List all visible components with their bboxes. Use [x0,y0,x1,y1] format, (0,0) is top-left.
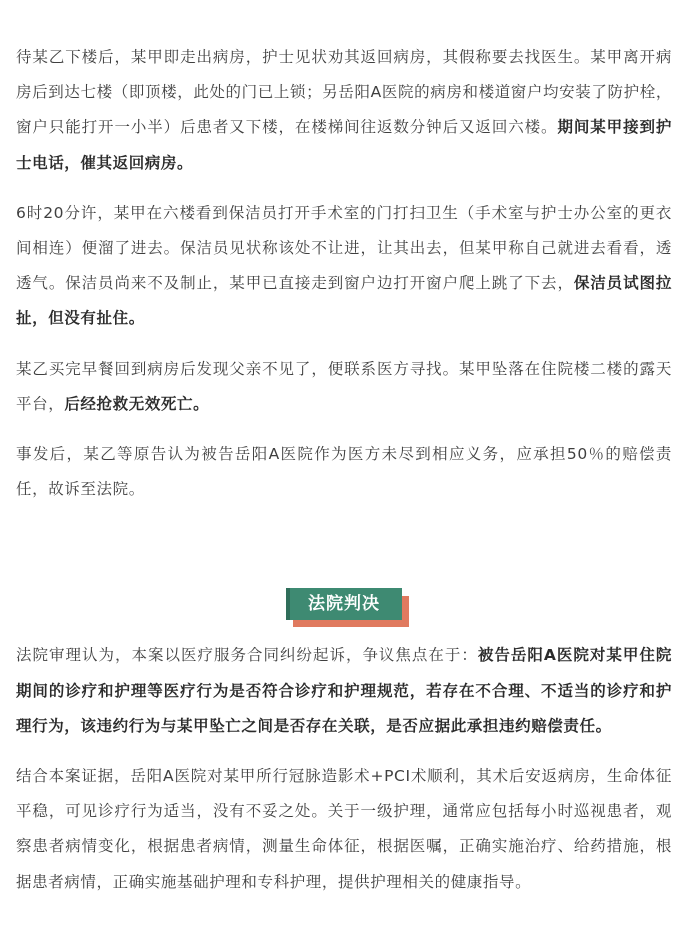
paragraph-2-text: 6时20分许，某甲在六楼看到保洁员打开手术室的门打扫卫生（手术室与护士办公室的更衣间相连）便溜了进去。保洁员见状称该处不让进，让其出去，但某甲称自己就进去看看，透透气。保洁员尚来不及制止，某甲已直接走到窗户边打开窗户爬上跳了下去， [16,203,672,293]
paragraph-5 [16,638,672,744]
paragraph-3 [16,352,672,422]
paragraph-1-bold: 期间某甲接到护士电话，催其返回病房。 [16,118,672,172]
section-badge-label [286,588,402,620]
paragraph-6-text: 结合本案证据，岳阳A医院对某甲所行冠脉造影术+PCI术顺利，其术后安返病房，生命体征平稳，可见诊疗行为适当，没有不妥之处。关于一级护理，通常应包括每小时巡视患者，观察患者病情变化，根据患者病情，测量生命体征，根据医嘱，正确实施治疗、给药措施，根据患者病情，正确实施基础护理和专科护理，提供护理相关的健康指导。 [16,767,672,891]
paragraph-4 [16,437,672,507]
paragraph-6 [16,759,672,900]
paragraph-3-text: 某乙买完早餐回到病房后发现父亲不见了，便联系医方寻找。某甲坠落在住院楼二楼的露天平台， [16,359,672,413]
section-badge [286,588,412,628]
section-badge-accent [286,588,290,620]
paragraph-4-text: 事发后，某乙等原告认为被告岳阳A医院作为医方未尽到相应义务，应承担50％的赔偿责任，故诉至法院。 [16,445,672,499]
paragraph-1 [16,40,672,181]
section-header [16,588,672,636]
section-title: 法院判决 [308,594,380,615]
paragraph-3-bold: 后经抢救无效死亡。 [64,394,210,413]
paragraph-5-text: 法院审理认为，本案以医疗服务合同纠纷起诉，争议焦点在于： [16,646,478,665]
paragraph-1-text: 待某乙下楼后，某甲即走出病房，护士见状劝其返回病房，其假称要去找医生。某甲离开病房后到达七楼（即顶楼，此处的门已上锁；另岳阳A医院的病房和楼道窗户均安装了防护栓，窗户只能打开一小半）后患者又下楼，在楼梯间往返数分钟后又返回六楼。 [16,48,672,137]
paragraph-2-bold: 保洁员试图拉扯，但没有扯住。 [16,274,672,328]
paragraph-2 [16,196,672,337]
article-body [16,40,672,900]
paragraph-5-bold: 被告岳阳A医院对某甲住院期间的诊疗和护理等医疗行为是否符合诊疗和护理规范，若存在不合理、不适当的诊疗和护理行为，该违约行为与某甲坠亡之间是否存在关联，是否应据此承担违约赔偿责任。 [16,646,672,735]
